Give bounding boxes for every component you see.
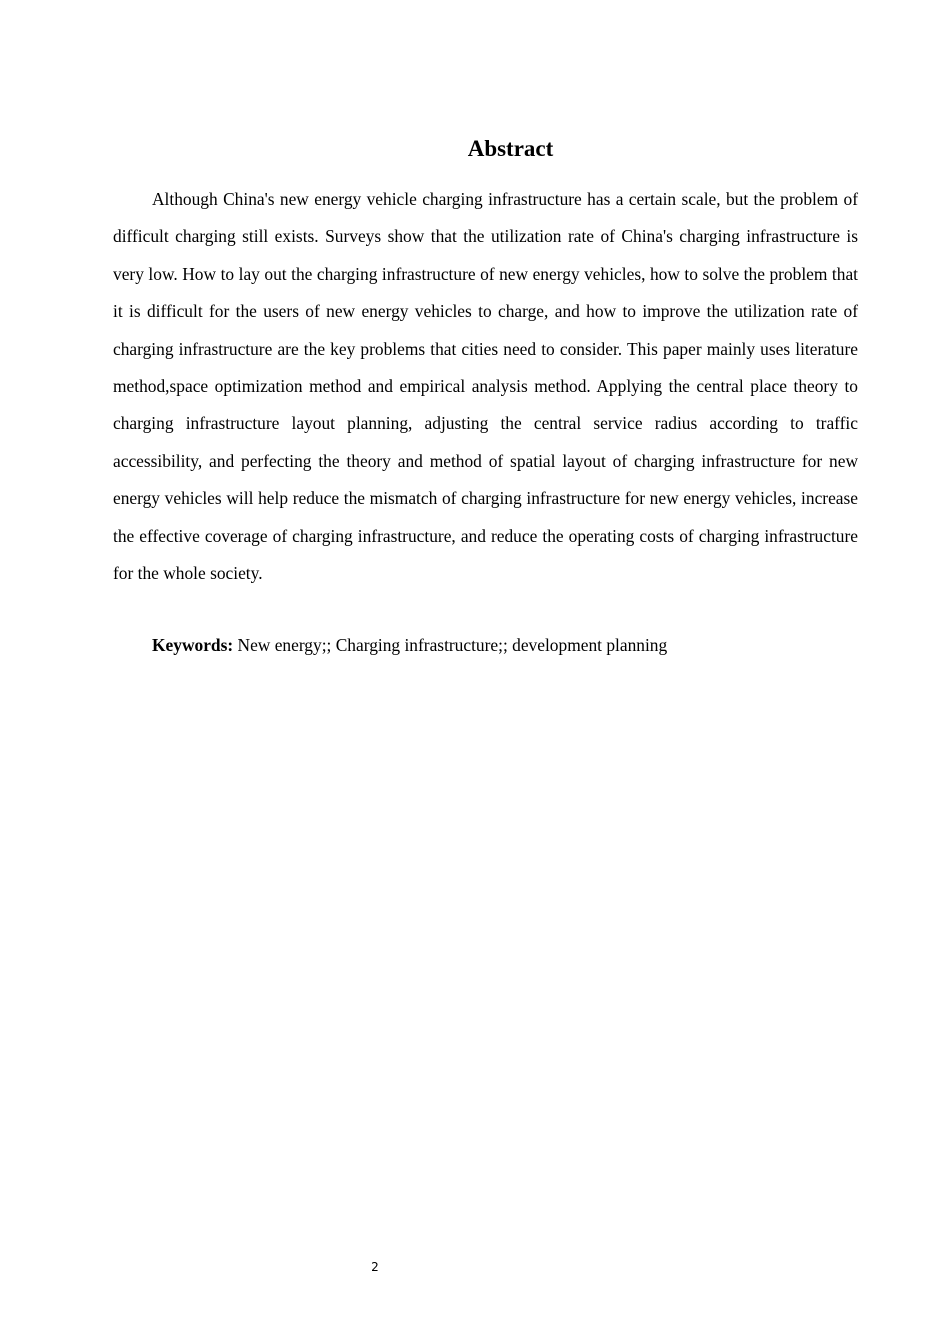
keywords-value: New energy;; Charging infrastructure;; development planning — [237, 635, 668, 655]
page-number: 2 — [371, 1260, 379, 1274]
keywords-label: Keywords: — [152, 635, 234, 655]
keywords-line — [113, 627, 858, 664]
page-title: Abstract — [467, 136, 554, 161]
abstract-paragraph: Although China's new energy vehicle charging infrastructure has a certain scale, but the problem of difficult charging still exists. Surveys show that the utilization rate of China's charging infrastructure is very low. How to lay out the charging infrastructure of new energy vehicles, how to solve the problem that it is difficult for the users of new energy vehicles to charge, and how to improve the utilization rate of charging infrastructure are the key problems that cities need to consider. This paper mainly uses literature method,space optimization method and empirical analysis method. Applying the central place theory to charging infrastructure layout planning, adjusting the central service radius according to traffic accessibility, and perfecting the theory and method of spatial layout of charging infrastructure for new energy vehicles will help reduce the mismatch of charging infrastructure for new energy vehicles, increase the effective coverage of charging infrastructure, and reduce the operating costs of charging infrastructure for the whole society. — [113, 189, 858, 584]
